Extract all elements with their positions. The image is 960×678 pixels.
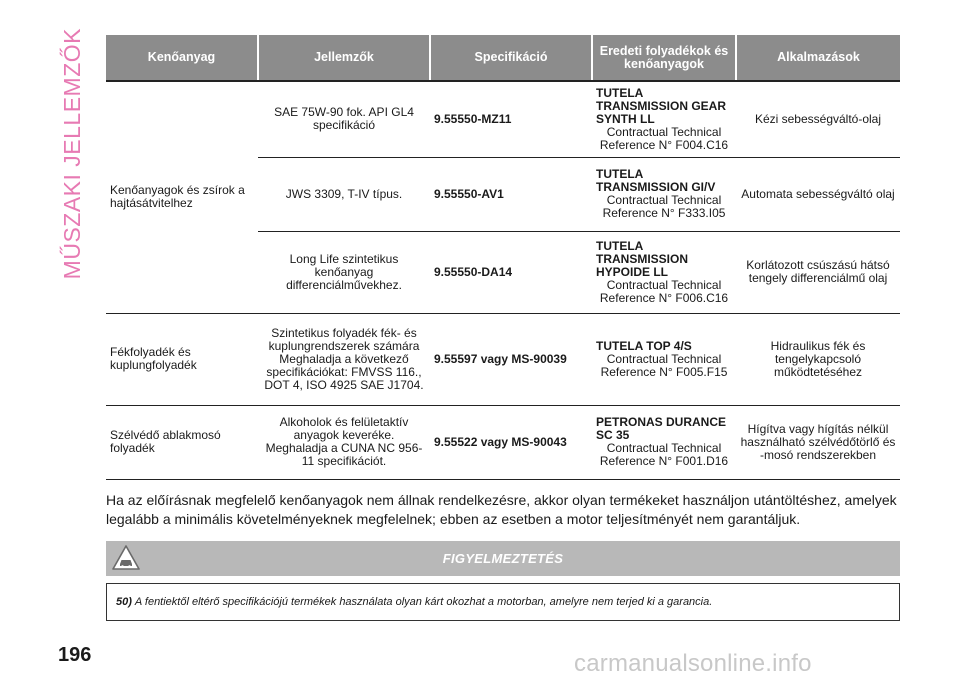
product-reference: Contractual Technical Reference N° F004.C16 xyxy=(599,124,729,152)
product-name: TUTELA TRANSMISSION GI/V xyxy=(596,167,716,194)
site-watermark: carmanualsonline.info xyxy=(574,650,812,677)
warning-body xyxy=(106,583,900,621)
product-name: TUTELA TOP 4/S xyxy=(596,338,692,353)
spec-cell: 9.55597 vagy MS-90039 xyxy=(430,313,592,405)
warning-title: FIGYELMEZTETÉS xyxy=(442,551,564,566)
product-reference: Contractual Technical Reference N° F005.F15 xyxy=(600,351,728,379)
section-side-title xyxy=(52,28,92,280)
page-number: 196 xyxy=(58,644,92,666)
original-fluid-cell xyxy=(592,81,736,157)
product-reference: Contractual Technical Reference N° F006.C16 xyxy=(599,277,729,305)
product-reference: Contractual Technical Reference N° F333.I05 xyxy=(602,193,726,220)
original-fluid-cell xyxy=(592,313,736,405)
header-specification: Specifikáció xyxy=(430,35,592,81)
spec-cell: 9.55550-AV1 xyxy=(430,157,592,231)
application-cell: Kézi sebességváltó-olaj xyxy=(736,81,900,157)
original-fluid-cell xyxy=(592,231,736,313)
lubricant-cell: Fékfolyadék és kuplungfolyadék xyxy=(106,313,258,405)
header-lubricant: Kenőanyag xyxy=(106,35,258,81)
feature-cell: JWS 3309, T-IV típus. xyxy=(258,157,430,231)
application-cell: Korlátozott csúszású hátsó tengely differenciálmű olaj xyxy=(736,231,900,313)
original-fluid-cell xyxy=(592,405,736,479)
spec-cell: 9.55522 vagy MS-90043 xyxy=(430,405,592,479)
feature-cell: Szintetikus folyadék fék- és kuplungrendszerek számára Meghaladja a következő specifikációkat: FMVSS 116., DOT 4, ISO 4925 SAE J1704. xyxy=(258,313,430,405)
table-row xyxy=(106,313,900,405)
section-title-text: MŰSZAKI JELLEMZŐK xyxy=(58,28,85,280)
application-cell: Hidraulikus fék és tengelykapcsoló működtetéséhez xyxy=(736,313,900,405)
table-row xyxy=(106,81,900,157)
table-row xyxy=(106,405,900,479)
lubricant-cell: Kenőanyagok és zsírok a hajtásátvitelhez xyxy=(106,81,258,313)
product-name: TUTELA TRANSMISSION HYPOIDE LL xyxy=(596,238,689,279)
warning-text: A fentiektől eltérő specifikációjú termékek használata olyan kárt okozhat a motorban, amelyre nem terjed ki a garancia. xyxy=(134,596,713,608)
application-cell: Hígítva vagy hígítás nélkül használható szélvédőtörlő és -mosó rendszerekben xyxy=(736,405,900,479)
original-fluid-cell xyxy=(592,157,736,231)
table-header-row xyxy=(106,35,900,81)
feature-cell: Long Life szintetikus kenőanyag differenciálművekhez. xyxy=(258,231,430,313)
application-cell: Automata sebességváltó olaj xyxy=(736,157,900,231)
header-features: Jellemzők xyxy=(258,35,430,81)
warning-header xyxy=(106,541,900,576)
feature-cell: SAE 75W-90 fok. API GL4 specifikáció xyxy=(258,81,430,157)
product-name: TUTELA TRANSMISSION GEAR SYNTH LL xyxy=(596,85,727,126)
header-original-fluids: Eredeti folyadékok és kenőanyagok xyxy=(592,35,736,81)
product-reference: Contractual Technical Reference N° F001.D16 xyxy=(599,441,729,468)
lubricant-cell: Szélvédő ablakmosó folyadék xyxy=(106,405,258,479)
spec-cell: 9.55550-DA14 xyxy=(430,231,592,313)
header-applications: Alkalmazások xyxy=(736,35,900,81)
lubricant-spec-table xyxy=(106,35,900,480)
product-name: PETRONAS DURANCE SC 35 xyxy=(596,415,727,442)
substitute-note: Ha az előírásnak megfelelő kenőanyagok nem állnak rendelkezésre, akkor olyan termékeket használjon utántöltéshez, amelyek legalább a minimális követelményeknek megfelelnek; ebben az esetben a motor teljesítményét nem garantáljuk. xyxy=(106,492,897,527)
warning-reference: 50) xyxy=(116,596,132,608)
feature-cell: Alkoholok és felületaktív anyagok keveréke. Meghaladja a CUNA NC 956-11 specifikációt. xyxy=(258,405,430,479)
spec-cell: 9.55550-MZ11 xyxy=(430,81,592,157)
car-warning-icon xyxy=(112,545,140,571)
